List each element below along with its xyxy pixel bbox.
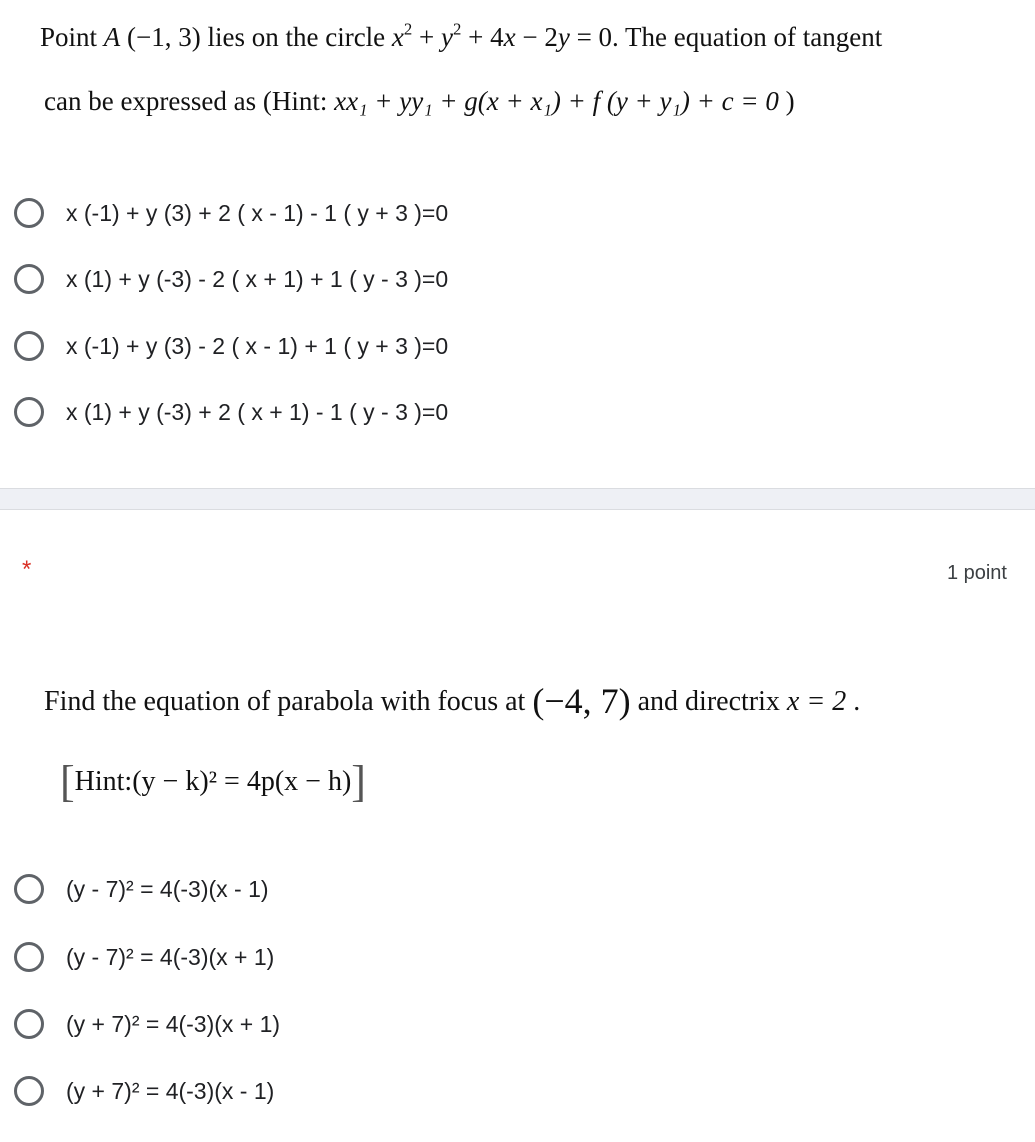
radio-button[interactable]: [14, 397, 44, 427]
q1-eq-y2: y: [557, 22, 570, 52]
option-label: x (-1) + y (3) - 2 ( x - 1) + 1 ( y + 3 )=0: [66, 332, 449, 359]
q1-eq-x: x: [391, 22, 404, 52]
q2-middle: and directrix: [630, 686, 787, 717]
q1-eq-y: y: [441, 22, 453, 52]
q1-hint-suffix: ): [778, 86, 795, 116]
q2-directrix: x = 2: [786, 686, 847, 717]
radio-button[interactable]: [14, 1009, 44, 1039]
q2-option-1[interactable]: [10, 867, 710, 911]
q2-option-4[interactable]: [10, 1069, 710, 1113]
q2-hint-text: Hint:(y − k)² = 4p(x − h): [74, 766, 352, 797]
q1-point-coords: (−1, 3) lies on the circle: [120, 22, 392, 52]
option-label: x (-1) + y (3) + 2 ( x - 1) - 1 ( y + 3 )=0: [66, 199, 449, 226]
option-label: x (1) + y (-3) - 2 ( x + 1) + 1 ( y - 3 )=0: [66, 265, 449, 292]
q1-eq-minus: − 2: [515, 22, 558, 52]
q1-option-1[interactable]: [10, 191, 710, 235]
q1-point-var: A: [103, 22, 121, 52]
option-label: (y + 7)² = 4(-3)(x - 1): [66, 1077, 275, 1104]
radio-button[interactable]: [14, 942, 44, 972]
radio-button[interactable]: [14, 331, 44, 361]
q2-suffix: .: [846, 686, 861, 717]
option-label: x (1) + y (-3) + 2 ( x + 1) - 1 ( y - 3 )=0: [66, 398, 449, 425]
q1-eq-plus: +: [412, 22, 442, 52]
q1-prefix: Point: [40, 22, 104, 52]
q1-hint-formula: xx₁ + yy₁ + g(x + x₁) + f (y + y₁) + c = 0: [334, 86, 779, 116]
q1-suffix: . The equation of tangent: [612, 22, 883, 52]
q1-option-4[interactable]: [10, 390, 710, 434]
required-asterisk: *: [22, 556, 32, 583]
q1-eq-rest: + 4: [461, 22, 504, 52]
q2-option-3[interactable]: [10, 1002, 710, 1046]
option-label: (y - 7)² = 4(-3)(x + 1): [66, 943, 275, 970]
radio-button[interactable]: [14, 198, 44, 228]
question1-text-line1: Point A (−1, 3) lies on the circle $x^2 + y^2 + 4x - 2y = 0$. The equation of tangent: [40, 19, 883, 52]
points-label: 1 point: [946, 562, 1007, 584]
radio-button[interactable]: [14, 874, 44, 904]
q2-focus: (−4, 7): [532, 681, 631, 721]
q2-prefix: Find the equation of parabola with focus at: [44, 686, 533, 717]
option-label: (y - 7)² = 4(-3)(x - 1): [66, 875, 269, 902]
q1-option-3[interactable]: [10, 324, 710, 368]
radio-button[interactable]: [14, 264, 44, 294]
question2-hint: [60, 756, 366, 807]
q2-option-2[interactable]: [10, 935, 710, 979]
question2-text-line1: [44, 680, 860, 722]
q1-eq-end: = 0: [569, 22, 613, 52]
q1-option-2[interactable]: [10, 257, 710, 301]
section-divider: [0, 488, 1035, 510]
question1-text-line2: [44, 86, 795, 117]
radio-button[interactable]: [14, 1076, 44, 1106]
q1-hint-prefix: can be expressed as (Hint:: [44, 86, 335, 116]
q1-eq-x2: x: [503, 22, 516, 52]
left-bracket: [: [60, 757, 75, 806]
right-bracket: ]: [351, 757, 366, 806]
option-label: (y + 7)² = 4(-3)(x + 1): [66, 1010, 281, 1037]
